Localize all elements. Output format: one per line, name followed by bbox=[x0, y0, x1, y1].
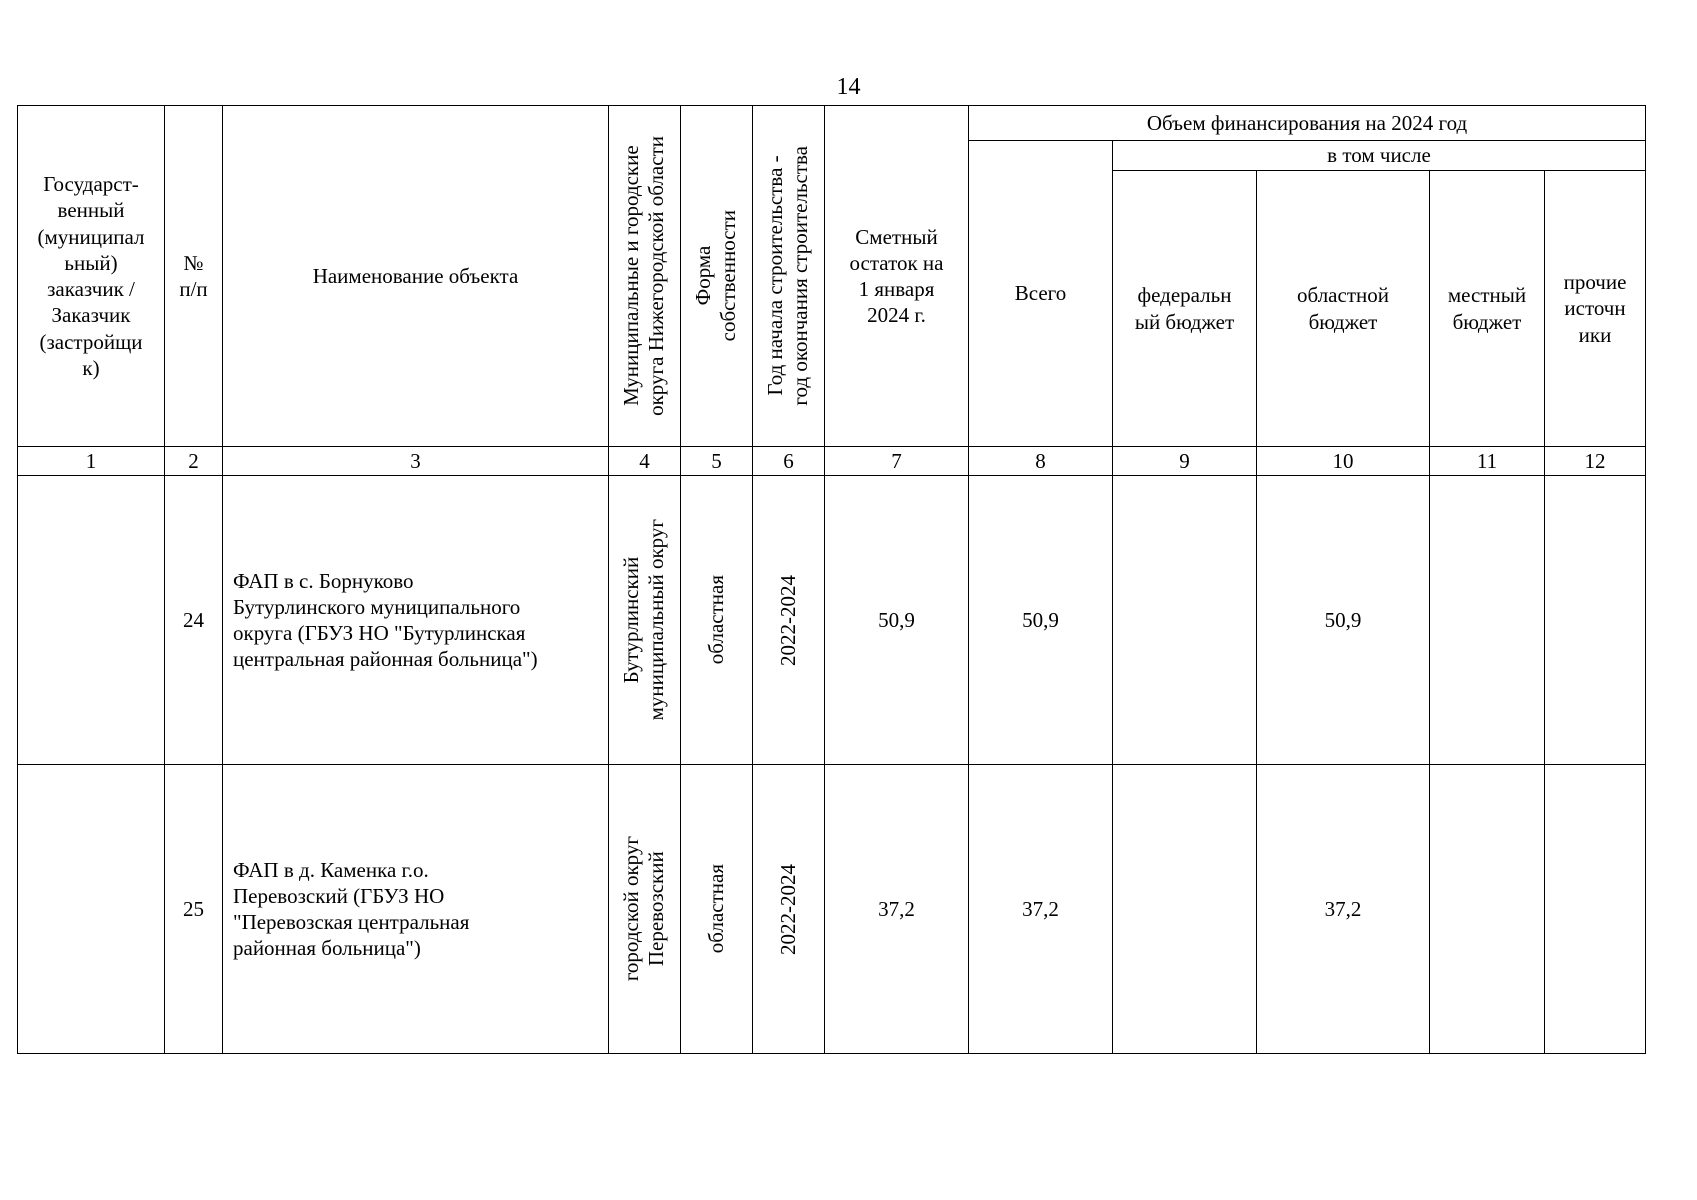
header-years: Год начала строительства - год окончания строительства bbox=[753, 106, 825, 447]
column-number: 6 bbox=[753, 447, 825, 476]
row-years: 2022-2024 bbox=[753, 765, 825, 1054]
row-regional: 37,2 bbox=[1257, 765, 1430, 1054]
column-number: 7 bbox=[825, 447, 969, 476]
row-federal bbox=[1113, 476, 1257, 765]
row-regional: 50,9 bbox=[1257, 476, 1430, 765]
page-number: 14 bbox=[836, 74, 861, 100]
header-municipality: Муниципальные и городские округа Нижегородской области bbox=[609, 106, 681, 447]
column-number: 12 bbox=[1545, 447, 1646, 476]
header-funding: Объем финансирования на 2024 год bbox=[969, 106, 1646, 141]
column-number: 10 bbox=[1257, 447, 1430, 476]
column-number-row bbox=[18, 447, 1646, 476]
header-including: в том числе bbox=[1113, 141, 1646, 171]
row-federal bbox=[1113, 765, 1257, 1054]
row-estimate: 37,2 bbox=[825, 765, 969, 1054]
row-municipality: городской округ Перевозский bbox=[609, 765, 681, 1054]
header-regional: областной бюджет bbox=[1257, 171, 1430, 447]
row-customer bbox=[18, 476, 165, 765]
row-ownership: областная bbox=[681, 765, 753, 1054]
column-number: 3 bbox=[223, 447, 609, 476]
row-local bbox=[1430, 476, 1545, 765]
financing-table bbox=[17, 105, 1646, 1054]
column-number: 4 bbox=[609, 447, 681, 476]
row-years: 2022-2024 bbox=[753, 476, 825, 765]
header-total: Всего bbox=[969, 141, 1113, 447]
header-federal: федеральн ый бюджет bbox=[1113, 171, 1257, 447]
column-number: 1 bbox=[18, 447, 165, 476]
header-local: местный бюджет bbox=[1430, 171, 1545, 447]
row-other bbox=[1545, 765, 1646, 1054]
row-total: 37,2 bbox=[969, 765, 1113, 1054]
column-number: 8 bbox=[969, 447, 1113, 476]
header-customer: Государст- венный (муниципал ьный) заказчик / Заказчик (застройщи к) bbox=[18, 106, 165, 447]
header-number: № п/п bbox=[165, 106, 223, 447]
column-number: 2 bbox=[165, 447, 223, 476]
row-other bbox=[1545, 476, 1646, 765]
column-number: 11 bbox=[1430, 447, 1545, 476]
row-estimate: 50,9 bbox=[825, 476, 969, 765]
header-other: прочие источн ики bbox=[1545, 171, 1646, 447]
row-local bbox=[1430, 765, 1545, 1054]
table-row bbox=[18, 765, 1646, 1054]
table-row bbox=[18, 476, 1646, 765]
row-ownership: областная bbox=[681, 476, 753, 765]
row-object-name: ФАП в д. Каменка г.о. Перевозский (ГБУЗ НО "Перевозская центральная районная больница") bbox=[223, 765, 609, 1054]
row-object-name: ФАП в с. Борнуково Бутурлинского муниципального округа (ГБУЗ НО "Бутурлинская центральная районная больница") bbox=[223, 476, 609, 765]
row-number: 25 bbox=[165, 765, 223, 1054]
row-number: 24 bbox=[165, 476, 223, 765]
header-estimate: Сметный остаток на 1 января 2024 г. bbox=[825, 106, 969, 447]
header-ownership: Форма собственности bbox=[681, 106, 753, 447]
column-number: 9 bbox=[1113, 447, 1257, 476]
column-number: 5 bbox=[681, 447, 753, 476]
row-customer bbox=[18, 765, 165, 1054]
row-municipality: Бутурлинский муниципальный округ bbox=[609, 476, 681, 765]
header-object-name: Наименование объекта bbox=[223, 106, 609, 447]
row-total: 50,9 bbox=[969, 476, 1113, 765]
